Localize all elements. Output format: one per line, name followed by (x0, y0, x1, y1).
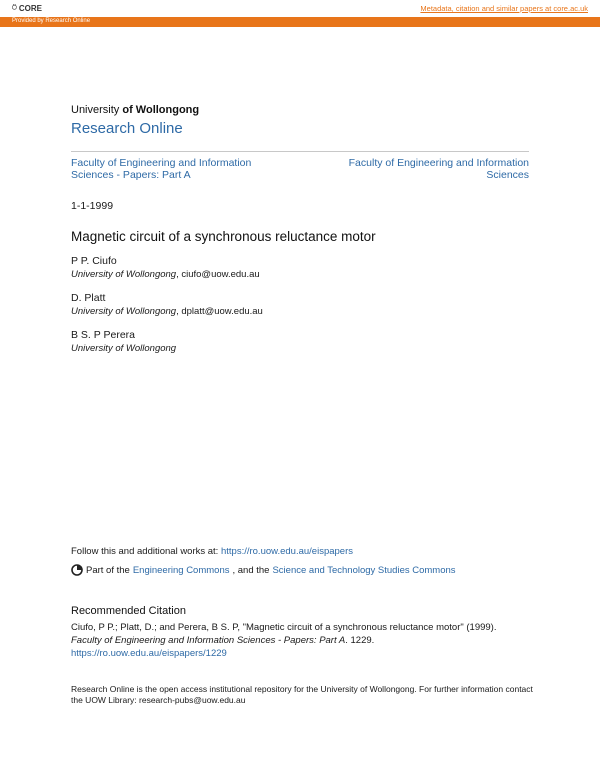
provided-by-text: Provided by Research Online (12, 18, 91, 24)
citation-url-link[interactable]: https://ro.uow.edu.au/eispapers/1229 (71, 648, 227, 659)
citation-text (71, 621, 541, 660)
engineering-commons-link[interactable]: Engineering Commons (132, 564, 230, 576)
faculty-left-line2: Sciences - Papers: Part A (71, 169, 191, 181)
research-online-link[interactable]: Research Online (71, 120, 183, 137)
core-metadata-link[interactable]: Metadata, citation and similar papers at core.ac.uk (420, 4, 588, 13)
citation-line1: Ciufo, P P.; Platt, D.; and Perera, B S. P, "Magnetic circuit of a synchronous reluctance motor" (1999). (71, 622, 497, 633)
affiliation-name: University of Wollongong (71, 306, 177, 317)
repository-footer: Research Online is the open access institutional repository for the University of Wollongong. For further information contact the UOW Library: research-pubs@uow.edu.au (71, 684, 533, 705)
faculty-left-link[interactable] (71, 157, 271, 181)
follow-prefix: Follow this and additional works at: (71, 546, 221, 557)
author-affiliation (71, 342, 176, 355)
divider (71, 151, 529, 152)
commons-icon (71, 564, 83, 576)
part-of-prefix: Part of the (86, 564, 130, 576)
affiliation-name: University of Wollongong (71, 269, 177, 280)
citation-journal-line (71, 634, 541, 647)
publication-date: 1-1-1999 (71, 200, 114, 212)
provided-by-bar (0, 17, 600, 27)
faculty-right-link[interactable] (329, 157, 529, 181)
citation-number: . 1229. (345, 635, 375, 646)
university-name (71, 104, 199, 116)
author-email: , ciufo@uow.edu.au (176, 269, 260, 280)
part-of-line (71, 564, 456, 576)
core-bar (0, 0, 600, 17)
author-affiliation (71, 305, 263, 318)
author-block (71, 292, 263, 318)
follow-line (71, 546, 353, 557)
core-logo-text: CORE (18, 3, 42, 13)
core-logo[interactable] (12, 3, 42, 13)
citation-heading: Recommended Citation (71, 605, 186, 617)
university-prefix: University (71, 104, 120, 116)
author-name: D. Platt (71, 292, 106, 304)
author-block (71, 329, 176, 355)
sts-commons-link[interactable]: Science and Technology Studies Commons (272, 564, 456, 576)
author-name: B S. P Perera (71, 329, 136, 341)
part-of-middle: , and the (232, 564, 270, 576)
core-logo-icon: ⍥ (12, 3, 17, 12)
affiliation-name: University of Wollongong (71, 343, 177, 354)
citation-journal: Faculty of Engineering and Information Sciences - Papers: Part A (71, 635, 346, 646)
author-affiliation (71, 268, 260, 281)
eispapers-link[interactable]: https://ro.uow.edu.au/eispapers (220, 546, 353, 557)
faculty-right-line1: Faculty of Engineering and Information (348, 157, 529, 169)
author-email: , dplatt@uow.edu.au (176, 306, 263, 317)
paper-title: Magnetic circuit of a synchronous reluctance motor (71, 229, 376, 244)
faculty-left-line1: Faculty of Engineering and Information (71, 157, 252, 169)
author-name: P P. Ciufo (71, 255, 117, 267)
university-rest: of Wollongong (119, 104, 200, 116)
author-block (71, 255, 260, 281)
faculty-right-line2: Sciences (486, 169, 529, 181)
